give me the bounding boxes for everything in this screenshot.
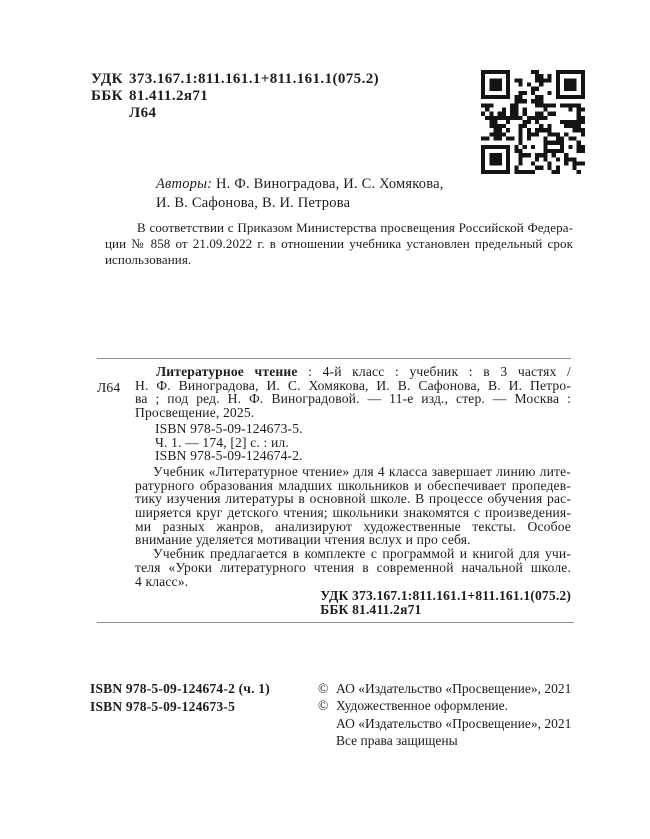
annotation-line: Учебник предлагается в комплекте с программой и книгой для учи- [153,546,571,562]
card-entry-line: Н. Ф. Виноградова, И. С. Хомякова, И. В. Сафонова, В. И. Петро- [135,377,571,393]
classification-codes [91,71,379,122]
usage-note-line: использования. [105,251,192,267]
book-title: Литературное чтение [156,364,298,379]
copyright-text: Художественное оформление. [336,698,509,714]
bbk-value: 81.411.2я71 [129,88,209,104]
usage-term-note [105,220,573,267]
card-entry-line: ва ; под ред. Н. Ф. Виноградовой. — 11-е изд., стер. — Москва : [135,391,571,407]
authors-block [156,175,444,212]
copyright-row [318,697,571,714]
call-number-row [91,105,379,122]
annotation-line: Учебник «Литературное чтение» для 4 класса завершает линию лите- [153,463,571,479]
bbk-row [91,88,379,105]
card-classification-codes [320,589,571,616]
card-title-line [135,365,571,379]
annotation-line: теля «Уроки литературного чтения в современной начальной школе. [135,559,571,575]
usage-note-line: В соответствии с Приказом Министерства просвещения Российской Федера- [137,220,573,235]
part-line: Ч. 1. — 174, [2] с. : ил. [155,434,289,450]
copyright-text: АО «Издательство «Просвещение», 2021 [336,715,572,731]
bottom-isbn-line: ISBN 978-5-09-124674-2 (ч. 1) [90,681,270,696]
qr-code-image [481,70,585,174]
annotation-line: ми разных жанров, анализируют художественные тексты. Особое [135,518,571,534]
bottom-isbn-block [90,680,270,716]
udk-row [91,71,379,88]
bbk-label: ББК [91,88,123,104]
card-bbk-line: ББК 81.411.2я71 [320,601,422,617]
annotation-paragraph-2 [135,547,571,588]
copyright-row [318,732,571,749]
isbn-line: ISBN 978-5-09-124673-5. [155,420,303,436]
copyright-text: Все права защищены [336,733,458,749]
horizontal-rule [97,622,574,623]
catalog-card [97,358,571,617]
usage-note-line: ции № 858 от 21.09.2022 г. в отношении учебника установлен предельный срок [105,235,573,251]
card-entry-line: Просвещение, 2025. [135,405,255,421]
annotation-line: тику изучения литературы в основной школе. В процессе обучения рас- [135,491,571,507]
authors-names-1: Н. Ф. Виноградова, И. С. Хомякова, [212,176,444,192]
copyright-symbol: © [318,698,329,714]
authors-line-2: И. В. Сафонова, В. И. Петрова [156,194,351,211]
annotation-line: ратурного образования младших школьников и обеспечивает пропедев- [135,477,571,493]
annotation-paragraph-1 [135,465,571,547]
udk-value: 373.167.1:811.161.1+811.161.1(075.2) [129,71,380,87]
copyright-row [318,680,571,697]
edition-block [135,422,571,463]
card-title-rest: : 4-й класс : учебник : в 3 частях / [297,364,571,379]
card-body [135,365,571,617]
bottom-isbn-line: ISBN 978-5-09-124673-5 [90,699,236,714]
annotation-line: ширяется круг детского чтения; школьники знакомятся с произведения- [135,505,571,521]
copyright-text: АО «Издательство «Просвещение», 2021 [336,681,572,696]
authors-line-1 [156,175,444,194]
udk-label: УДК [91,71,123,87]
call-number: Л64 [129,105,157,121]
copyright-row [318,715,571,732]
annotation-line: 4 класс». [135,573,189,589]
card-call-number: Л64 [97,380,121,395]
copyright-symbol: © [318,681,329,696]
authors-label: Авторы: [156,176,213,192]
annotation-line: внимание уделяется мотивации чтения вслух и про себя. [135,532,471,548]
card-udk-line: УДК 373.167.1:811.161.1+811.161.1(075.2) [320,588,571,604]
copyright-block [318,680,571,750]
qr-code [481,70,585,174]
isbn-line: ISBN 978-5-09-124674-2. [155,448,303,464]
